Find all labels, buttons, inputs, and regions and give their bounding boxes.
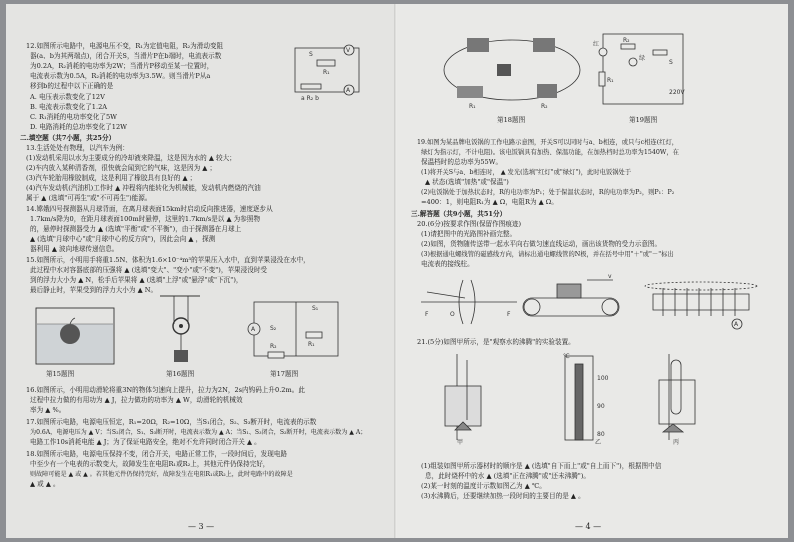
q17-circuit-diagram bbox=[240, 296, 346, 362]
q18-line: 中至少有一个电表的示数变大，故障发生在电阻R₁或R₂上，其他元件仍保持完好， bbox=[30, 460, 270, 468]
section-fill-blank-title: 二.填空题（共7小题，共25分） bbox=[20, 134, 116, 142]
q20-drawing-figures bbox=[417, 272, 767, 332]
q15-line: 到的浮力大小为 ▲ N，松手后苹果将 ▲ (选填"上浮"或"悬浮"或"下沉")， bbox=[30, 276, 243, 284]
q12-option-b: B. 电流表示数变化了1.2A bbox=[30, 103, 108, 111]
q21-boiling-figures bbox=[437, 350, 737, 446]
svg-text:S₂: S₂ bbox=[270, 325, 277, 332]
svg-text:S₁: S₁ bbox=[312, 305, 319, 312]
q13-line: (1)发动机采用以水为主要成分的冷却液来降温，这是因为水的 ▲ 较大； bbox=[26, 154, 236, 162]
svg-text:A: A bbox=[734, 321, 739, 328]
q19-line: (2)电饭锅处于加热状态时，R的电功率为P₁；处于保温状态时，R的电功率为P₂，则P₁：P₂ bbox=[421, 189, 675, 196]
q19-line: ▲ 状态(选填"加热"或"保温") bbox=[425, 178, 509, 186]
svg-text:A: A bbox=[251, 326, 256, 333]
figure-17-caption: 第17题图 bbox=[270, 370, 299, 378]
q16-line: 率为 ▲ %。 bbox=[30, 406, 66, 414]
svg-text:F: F bbox=[425, 311, 429, 318]
q16-line: 16.如图所示，小明用动滑轮将重3N的物体匀速向上提升，拉力为2N，2s内钩码上升0.2m。此 bbox=[26, 386, 305, 394]
q19-line: 绿灯为指示灯，不计电阻)。该电饭锅具有加热、保温功能，在加热档时总功率为1540W，在 bbox=[421, 149, 679, 156]
exam-spread bbox=[6, 4, 788, 538]
thermometer-tick: 100 bbox=[597, 375, 609, 382]
figure-15-caption: 第15题图 bbox=[46, 370, 75, 378]
q12-option-c: C. R₁消耗的电功率变化了5W bbox=[30, 113, 117, 121]
q15-line: 最后静止时，苹果受到的浮力大小为 ▲ N。 bbox=[30, 286, 158, 294]
q13-line: (4)汽车发动机(汽油机)工作时 ▲ 冲程将内能转化为机械能，发动机内燃烧的汽油 bbox=[26, 184, 261, 192]
q16-line: 过程中拉力做的有用功为 ▲ J，拉力做功的功率为 ▲ W，动滑轮的机械效 bbox=[30, 396, 243, 404]
svg-text:R₁: R₁ bbox=[469, 103, 476, 110]
thermometer-unit: ℃ bbox=[563, 353, 570, 360]
svg-text:R₁: R₁ bbox=[323, 69, 330, 76]
svg-text:A: A bbox=[346, 87, 351, 94]
svg-text:a R₂ b: a R₂ b bbox=[301, 95, 319, 102]
q19-line: 保温档时的总功率为55W。 bbox=[421, 158, 503, 166]
svg-text:红: 红 bbox=[593, 41, 600, 48]
q18-apparatus-figure bbox=[437, 24, 587, 112]
q12-line: 电流表示数为0.5A，R₂消耗的电功率为3.5W。则当滑片P从a bbox=[30, 72, 211, 80]
q12-line: 器(a、b为其两端点)，闭合开关S，当滑片P在b端时，电流表示数 bbox=[30, 52, 222, 60]
q13-line: 属于 ▲ (选填"可再生"或"不可再生")能源。 bbox=[26, 194, 152, 202]
pulley-figure bbox=[160, 294, 200, 370]
q12-line: 为0.2A，R₂消耗的电功率为2W；当滑片P移动至某一位置时， bbox=[30, 62, 214, 70]
svg-text:S: S bbox=[669, 59, 673, 66]
q14-line: 14.嫦娥四号探测器从月球背面，在离月球表面15km时启动反向推进器，速度逐步从 bbox=[26, 205, 273, 213]
fig-label-jia: 甲 bbox=[457, 439, 464, 446]
q13-line: (2)车内放入某种清香剂，很快就会闻到它的气味，这是因为 ▲ ； bbox=[26, 164, 217, 172]
page-4 bbox=[397, 4, 788, 538]
q21-line: 21.(5分)如图甲所示，是"观察水的沸腾"的实验装置。 bbox=[417, 338, 575, 346]
q19-rice-cooker-circuit bbox=[593, 24, 705, 114]
q14-line: 1.7km/s降为0，在距月球表面100m时悬停，这里的1.7km/s是以 ▲ 为参照物 bbox=[30, 215, 261, 223]
q21-line: (3)水沸腾后，还要继续加热一段时间的主要目的是 ▲ 。 bbox=[421, 492, 585, 500]
svg-text:F: F bbox=[507, 311, 511, 318]
q13-line: (3)汽车轮胎用橡胶制成，这是利用了橡胶具有良好的 ▲ ； bbox=[26, 174, 197, 182]
svg-text:O: O bbox=[450, 311, 455, 318]
q12-option-a: A. 电压表示数变化了12V bbox=[30, 93, 105, 101]
svg-text:v: v bbox=[608, 273, 612, 280]
thermometer-tick: 80 bbox=[597, 431, 605, 438]
q14-line: 器利用 ▲ 波向地球传递信息。 bbox=[30, 245, 119, 253]
q15-line: 此过程中水对容器底部的压强将 ▲ (选填"变大"、"变小"或"不变")，苹果浸没时受 bbox=[30, 266, 268, 274]
q20-line: (1)请把图中的光路图补画完整。 bbox=[421, 230, 517, 238]
q12-option-d: D. 电路消耗的总功率变化了12W bbox=[30, 123, 127, 131]
svg-text:V: V bbox=[346, 47, 351, 54]
svg-text:R₁: R₁ bbox=[607, 77, 614, 84]
q18-line: 18.如图所示电路，电源电压保持不变，闭合开关，电路正常工作，一段时间后，发现电路 bbox=[26, 450, 288, 458]
q21-line: (1)组装如图甲所示器材时的顺序是 ▲ (选填"自下而上"或"自上而下")，根据图中信 bbox=[421, 462, 662, 470]
q21-line: 息，此时烧杯中的水 ▲ (选填"正在沸腾"或"还未沸腾")。 bbox=[425, 472, 591, 480]
figure-19-caption: 第19题图 bbox=[629, 116, 658, 124]
svg-text:220V: 220V bbox=[669, 89, 685, 96]
q14-line: 的，悬停时探测器受力 ▲ (选填"平衡"或"不平衡")，由于探测器在月球上 bbox=[30, 225, 242, 233]
figure-18-caption: 第18题图 bbox=[497, 116, 526, 124]
apple-in-water-figure bbox=[32, 298, 120, 368]
q20-line: 电流表的接线柱。 bbox=[421, 260, 474, 268]
q19-line: =400：1，则电阻R₁为 ▲ Ω，电阻R为 ▲ Ω。 bbox=[421, 198, 558, 206]
q20-line: 20.(6分)按要求作图(保留作图痕迹) bbox=[417, 220, 522, 228]
q21-line: (2)某一时刻的温度计示数如图乙为 ▲ ℃。 bbox=[421, 482, 546, 490]
q14-line: ▲ (选填"月球中心"或"月球中心的反方向")，因此会向 ▲ ，探测 bbox=[30, 235, 216, 243]
q19-line: (1)将开关S与a、b相连时， ▲ 发光(选填"红灯"或"绿灯")，此时电饭锅处于 bbox=[421, 169, 632, 176]
figure-16-caption: 第16题图 bbox=[166, 370, 195, 378]
q15-line: 15.如图所示，小明用手将重1.5N、体积为1.6×10⁻⁴m³的苹果压入水中，直到苹果浸没在水中， bbox=[26, 256, 310, 264]
svg-text:S: S bbox=[309, 51, 313, 58]
q12-line: 移到b的过程中以下正确的是 bbox=[30, 82, 114, 90]
q19-line: 19.如图为某品牌电饭锅的工作电路示意图，开关S可以同时与a、b相连，或只与c相连(红灯， bbox=[417, 139, 679, 146]
svg-text:R₁: R₁ bbox=[308, 341, 315, 348]
q18-line: 则故障可能是 ▲ 或 ▲ 。若其他元件仍保持完好，故障发生在电阻R₁或R₂上，此时电路中的故障是 bbox=[30, 471, 293, 478]
page-number: — 4 — bbox=[575, 522, 602, 531]
q20-line: (2)如图，货物随传送带一起水平向右做匀速直线运动，画出该货物的受力示意图。 bbox=[421, 240, 662, 248]
thermometer-tick: 90 bbox=[597, 403, 605, 410]
q17-line: 为0.6A，电源电压为 ▲ V；当S₂闭合，S₁、S₃断开时，电流表示数为 ▲ A；当S₁、S₃闭合，S₂断开时，电流表示数为 ▲ A； bbox=[30, 429, 367, 436]
svg-text:绿: 绿 bbox=[639, 55, 646, 62]
fig-label-yi: 乙 bbox=[595, 439, 602, 446]
section-answer-title: 三.解答题（共9小题，共51分） bbox=[411, 210, 507, 218]
svg-text:R₂: R₂ bbox=[270, 343, 277, 350]
q12-line: 12.如图所示电路中，电源电压不变，R₁为定值电阻，R₂为滑动变阻 bbox=[26, 42, 224, 50]
q17-line: 电路工作10s消耗电能 ▲ J；为了保证电路安全，绝对不允许同时闭合开关 ▲ 。 bbox=[30, 438, 261, 446]
page-number: — 3 — bbox=[188, 522, 215, 531]
svg-text:R₂: R₂ bbox=[541, 103, 548, 110]
q12-circuit-diagram bbox=[289, 36, 369, 104]
q20-line: (3)根据通电螺线管的磁感线方向，请标出通电螺线管的N极，并在括号中用"＋"或"－"标出 bbox=[421, 251, 674, 258]
fig-label-bing: 丙 bbox=[673, 439, 680, 446]
q18-line: ▲ 或 ▲ 。 bbox=[30, 480, 60, 488]
page-3 bbox=[6, 4, 397, 538]
svg-text:R₂: R₂ bbox=[623, 37, 630, 44]
q13-line: 13.生活处处有物理，以汽车为例： bbox=[26, 144, 129, 152]
q17-line: 17.如图所示电路，电源电压恒定，R₁=20Ω，R₂=10Ω，当S₁闭合，S₂、S₃断开时，电流表的示数 bbox=[26, 418, 317, 426]
